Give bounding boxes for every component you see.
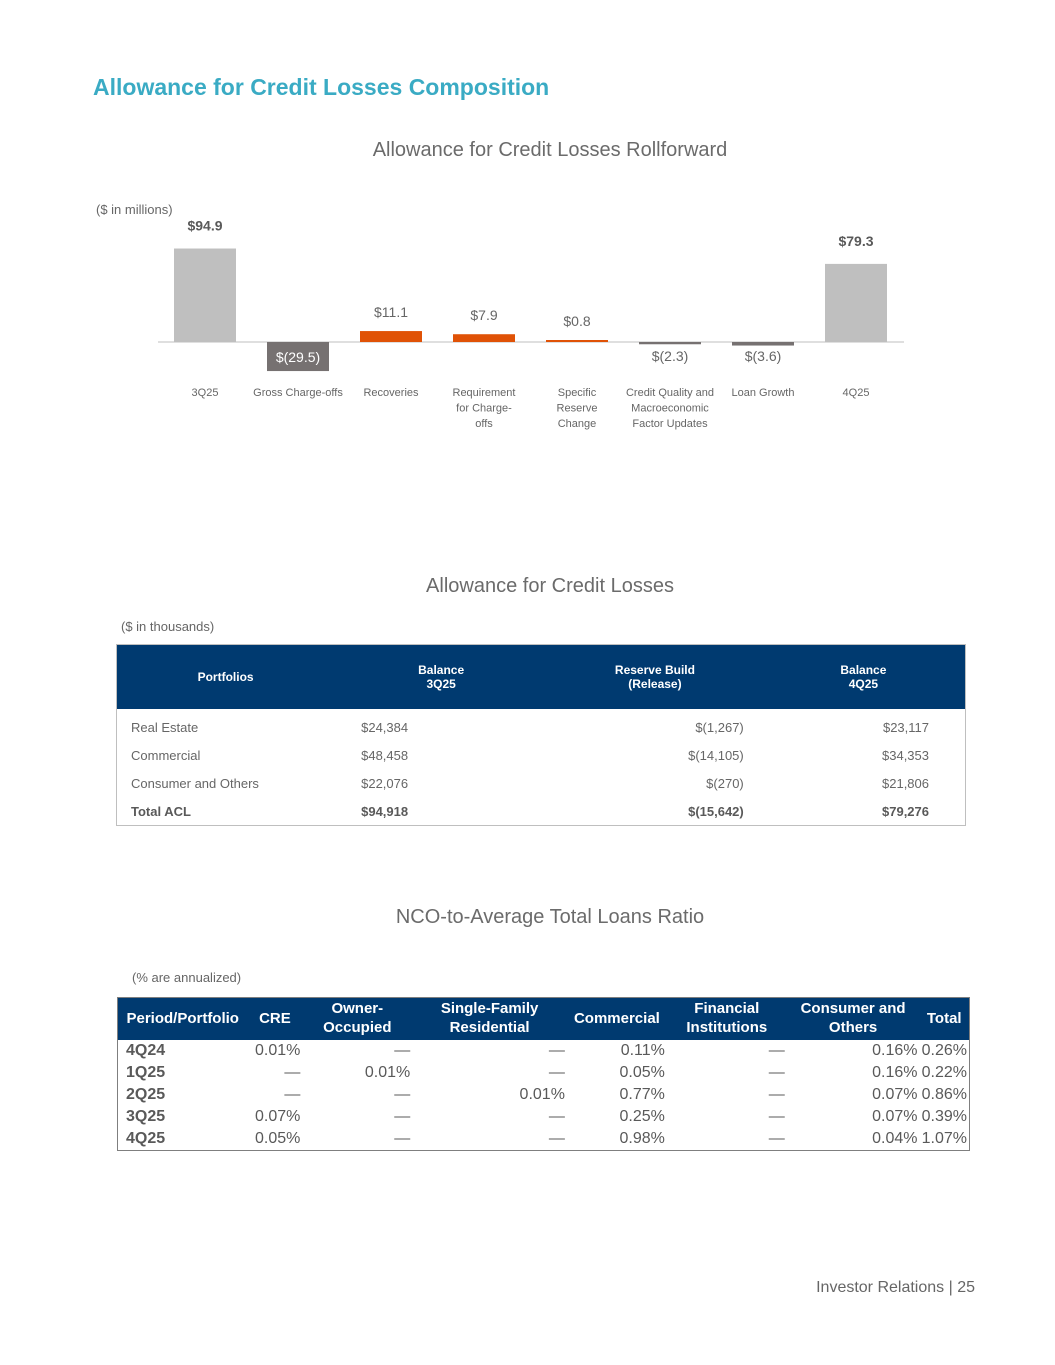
nco-cell-total: 0.86% [921,1086,967,1103]
tick-label: Recoveries [363,387,419,399]
tick-label: Requirement [452,387,516,399]
nco-cell-consumer: 0.07% [872,1108,918,1125]
table-row [117,709,966,741]
nco-header-cell [118,998,248,1041]
nco-header-row [118,998,970,1041]
acl-header-line: Reserve Build [614,663,695,677]
acl-cell-portfolio: Total ACL [131,803,191,819]
acl-header-line: Portfolios [197,670,254,684]
nco-cell-period: 1Q25 [126,1064,166,1081]
nco-header-cell [302,998,412,1041]
nco-cell-commercial: 0.98% [619,1130,665,1147]
nco-cell-consumer: 0.04% [872,1130,918,1147]
nco-cell-single-family: — [548,1042,565,1059]
nco-cell-period: 4Q25 [126,1130,166,1147]
tick-label: Specific [557,387,597,399]
data-label: $79.3 [838,232,874,249]
acl-header-line: 4Q25 [848,677,879,691]
nco-header-line: Financial [694,1000,760,1018]
nco-header-line: Owner- [331,1000,384,1018]
page-footer: Investor Relations | 25 [816,1279,975,1296]
acl-cell-balance-3q25: $94,918 [361,803,409,819]
nco-cell-single-family: — [548,1108,565,1125]
acl-header-cell [762,645,966,710]
acl-title: Allowance for Credit Losses [426,575,674,597]
table-row-total [117,797,966,826]
nco-cell-commercial: 0.25% [619,1108,665,1125]
table-row [118,1062,970,1084]
tick-label: 4Q25 [842,387,870,399]
nco-cell-cre: 0.07% [255,1108,301,1125]
bar-7 [732,342,794,346]
table-row [117,741,966,769]
acl-cell-balance-3q25: $22,076 [361,775,409,791]
nco-cell-consumer: 0.16% [872,1042,918,1059]
acl-header-cell [334,645,548,710]
nco-table [117,997,970,1151]
tick-label: Gross Charge-offs [253,387,343,399]
tick-label: offs [475,418,493,430]
acl-header-line: 3Q25 [426,677,456,691]
nco-cell-commercial: 0.77% [619,1086,665,1103]
acl-cell-reserve-build: $(1,267) [695,719,744,735]
nco-cell-owner-occupied: — [394,1086,411,1103]
nco-title: NCO-to-Average Total Loans Ratio [395,906,705,928]
bar-6 [639,342,701,344]
acl-cell-balance-3q25: $24,384 [361,719,409,735]
nco-cell-financial-institutions: — [768,1130,785,1147]
nco-header-cell [412,998,567,1041]
nco-unit-note: (% are annualized) [132,970,242,985]
bar-1 [174,249,236,342]
nco-cell-financial-institutions: — [768,1064,785,1081]
tick-label: Factor Updates [632,418,708,430]
nco-cell-commercial: 0.05% [619,1064,665,1081]
acl-header-row [117,645,966,710]
acl-header-line: Balance [418,663,465,677]
tick-label: Loan Growth [731,387,795,399]
acl-cell-balance-3q25: $48,458 [361,747,409,763]
nco-header-line: Single-Family [440,1000,539,1018]
acl-cell-portfolio: Real Estate [131,719,199,735]
bar-3 [360,331,422,342]
acl-header-cell [548,645,762,710]
nco-cell-financial-institutions: — [768,1108,785,1125]
nco-cell-owner-occupied: — [394,1042,411,1059]
nco-cell-consumer: 0.16% [872,1064,918,1081]
acl-header-line: (Release) [628,677,682,691]
nco-cell-financial-institutions: — [768,1042,785,1059]
nco-header-cell [247,998,302,1041]
nco-cell-cre: — [284,1064,301,1081]
nco-header-line: Residential [449,1019,530,1036]
nco-header-line: CRE [259,1009,291,1027]
data-label: $11.1 [374,304,408,321]
table-row [117,769,966,797]
tick-label: Macroeconomic [631,402,709,415]
nco-header-line: Period/Portfolio [126,1009,239,1027]
table-row [118,1084,970,1106]
acl-unit-note: ($ in thousands) [121,619,215,634]
acl-cell-balance-4q25: $79,276 [882,803,929,819]
page-title: Allowance for Credit Losses Composition [93,74,550,100]
data-label: $94.9 [187,217,223,234]
nco-cell-period: 4Q24 [126,1042,166,1059]
nco-header-cell [567,998,667,1041]
acl-cell-reserve-build: $(14,105) [688,747,744,763]
acl-header-line: Balance [840,663,887,677]
acl-cell-portfolio: Commercial [131,747,201,763]
nco-cell-period: 3Q25 [126,1108,166,1125]
nco-cell-financial-institutions: — [768,1086,785,1103]
table-row [118,1128,970,1151]
acl-cell-balance-4q25: $34,353 [882,747,929,763]
nco-cell-total: 0.39% [921,1108,967,1125]
bar-8 [825,264,887,342]
nco-cell-period: 2Q25 [126,1086,166,1103]
tick-label: for Charge- [456,402,512,415]
acl-table [116,644,966,826]
nco-header-line: Commercial [573,1009,660,1027]
bar-5 [546,340,608,342]
nco-header-cell [667,998,787,1041]
bar-4 [453,334,515,342]
nco-cell-cre: 0.05% [255,1130,301,1147]
data-label: $(2.3) [651,348,689,364]
tick-label: Change [557,418,597,430]
nco-cell-total: 0.22% [921,1064,967,1081]
nco-header-cell [787,998,920,1041]
nco-header-cell [919,998,969,1041]
acl-cell-reserve-build: $(270) [706,775,744,791]
nco-header-line: Others [828,1019,878,1036]
data-label: $0.8 [563,313,591,329]
nco-cell-single-family: — [548,1064,565,1081]
nco-cell-single-family: — [548,1130,565,1147]
table-row [118,1106,970,1128]
nco-cell-total: 1.07% [921,1130,967,1147]
nco-cell-single-family: 0.01% [519,1086,565,1103]
nco-cell-cre: — [284,1086,301,1103]
nco-header-line: Institutions [686,1019,768,1036]
data-label: $(29.5) [275,349,321,365]
nco-cell-owner-occupied: — [394,1130,411,1147]
nco-cell-owner-occupied: — [394,1108,411,1125]
waterfall-chart [0,0,1055,440]
chart-title: Allowance for Credit Losses Rollforward [372,139,728,161]
chart-unit-note: ($ in millions) [96,202,173,217]
nco-cell-consumer: 0.07% [872,1086,918,1103]
nco-header-line: Consumer and [800,1000,906,1018]
nco-header-line: Occupied [323,1019,392,1036]
nco-cell-commercial: 0.11% [620,1042,665,1059]
nco-cell-owner-occupied: 0.01% [364,1064,411,1081]
acl-cell-portfolio: Consumer and Others [131,775,259,791]
acl-cell-balance-4q25: $21,806 [882,775,929,791]
nco-cell-total: 0.26% [921,1042,967,1059]
acl-cell-balance-4q25: $23,117 [882,719,929,735]
acl-cell-reserve-build: $(15,642) [688,803,744,819]
nco-cell-cre: 0.01% [255,1042,301,1059]
tick-label: 3Q25 [191,387,219,399]
data-label: $7.9 [470,307,498,324]
nco-header-line: Total [926,1009,962,1027]
data-label: $(3.6) [744,348,782,364]
tick-label: Reserve [556,402,598,415]
tick-label: Credit Quality and [625,387,715,399]
acl-header-cell [117,645,335,710]
table-row [118,1040,970,1062]
